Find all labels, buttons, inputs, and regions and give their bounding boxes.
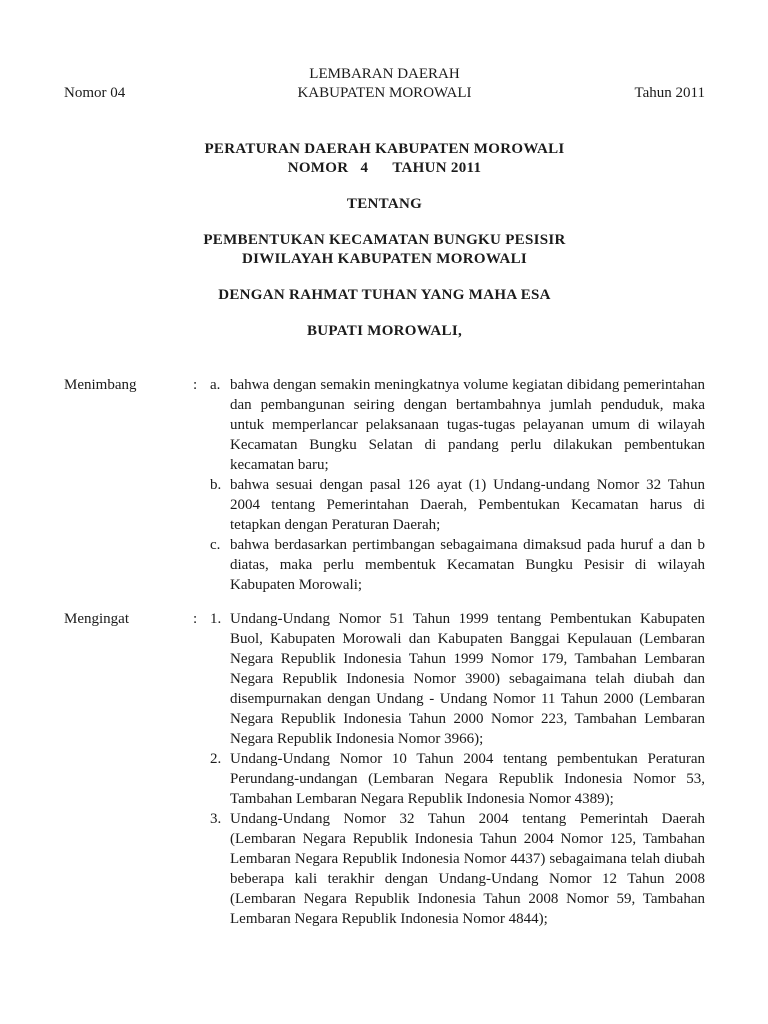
- item-marker: 3.: [210, 811, 222, 827]
- regulation-title-line2: NOMOR 4 TAHUN 2011: [287, 160, 482, 176]
- list-item: [210, 749, 705, 809]
- item-text: Undang-Undang Nomor 51 Tahun 1999 tentang Pembentukan Kabupaten Buol, Kabupaten Morowali dan Kabupaten Banggai Kepulauan (Lembaran Negara Republik Indonesia Tahun 1999 Nomor 179, Tambahan Lembaran Negara Republik Indonesia Nomor 3900) sebagaimana telah diubah dan disempurnakan dengan Undang - Undang Nomor 11 Tahun 2000 (Lembaran Negara Republik Indonesia Tahun 2000 Nomor 223, Tambahan Lembaran Negara Republik Indonesia Nomor 3966);: [230, 611, 705, 747]
- authority-line: BUPATI MOROWALI,: [306, 323, 463, 339]
- item-text: Undang-Undang Nomor 32 Tahun 2004 tentang Pemerintah Daerah (Lembaran Negara Republik Indonesia Tahun 2004 Nomor 125, Tambahan Lembaran Negara Republik Indonesia Nomor 4437) sebagaimana telah diubah beberapa kali terakhir dengan Undang-Undang Nomor 12 Tahun 2008 (Lembaran Negara Republik Indonesia Tahun 2008 Nomor 59, Tambahan Lembaran Negara Republik Indonesia Nomor 4844);: [230, 811, 705, 927]
- item-text: bahwa berdasarkan pertimbangan sebagaimana dimaksud pada huruf a dan b diatas, maka perlu membentuk Kecamatan Bungku Pesisir di wilayah Kabupaten Morowali;: [230, 537, 705, 593]
- section-mengingat: [64, 609, 705, 929]
- section-colon: :: [193, 377, 198, 393]
- section-colon: :: [193, 611, 198, 627]
- subject-line2: DIWILAYAH KABUPATEN MOROWALI: [241, 251, 528, 267]
- item-marker: b.: [210, 477, 222, 493]
- list-item: [210, 609, 705, 749]
- header-nomor: Nomor 04: [64, 85, 126, 101]
- header-title-line2: KABUPATEN MOROWALI: [297, 85, 472, 101]
- header-title-line1: LEMBARAN DAERAH: [309, 66, 460, 82]
- header-tahun: Tahun 2011: [634, 85, 705, 101]
- tentang-label: TENTANG: [346, 196, 423, 212]
- section-items: [210, 375, 705, 595]
- section-menimbang: [64, 375, 705, 595]
- list-item: [210, 535, 705, 595]
- item-marker: 1.: [210, 611, 222, 627]
- section-label: Mengingat: [64, 611, 129, 627]
- list-item: [210, 475, 705, 535]
- item-text: bahwa dengan semakin meningkatnya volume kegiatan dibidang pemerintahan dan pembangunan seiring dengan bertambahnya jumlah penduduk, maka untuk memperlancar pelaksanaan tugas-tugas pelayanan umum di wilayah Kecamatan Bungku Selatan di pandang perlu dilakukan pembentukan kecamatan baru;: [230, 377, 705, 473]
- item-text: Undang-Undang Nomor 10 Tahun 2004 tentang pembentukan Peraturan Perundang-undangan (Lembaran Negara Republik Indonesia Nomor 53, Tambahan Lembaran Negara Republik Indonesia Nomor 4389);: [230, 751, 705, 807]
- regulation-title-line1: PERATURAN DAERAH KABUPATEN MOROWALI: [204, 141, 565, 157]
- document-header: [64, 65, 705, 103]
- item-marker: a.: [210, 377, 221, 393]
- item-marker: 2.: [210, 751, 222, 767]
- list-item: [210, 809, 705, 929]
- subject-line1: PEMBENTUKAN KECAMATAN BUNGKU PESISIR: [203, 232, 566, 248]
- title-block: [64, 140, 705, 341]
- item-marker: c.: [210, 537, 221, 553]
- section-label: Menimbang: [64, 377, 137, 393]
- section-items: [210, 609, 705, 929]
- list-item: [210, 375, 705, 475]
- invocation-line: DENGAN RAHMAT TUHAN YANG MAHA ESA: [218, 287, 551, 303]
- header-title: [297, 65, 471, 103]
- item-text: bahwa sesuai dengan pasal 126 ayat (1) Undang-undang Nomor 32 Tahun 2004 tentang Pemerintahan Daerah, Pembentukan Kecamatan harus di tetapkan dengan Peraturan Daerah;: [230, 477, 705, 533]
